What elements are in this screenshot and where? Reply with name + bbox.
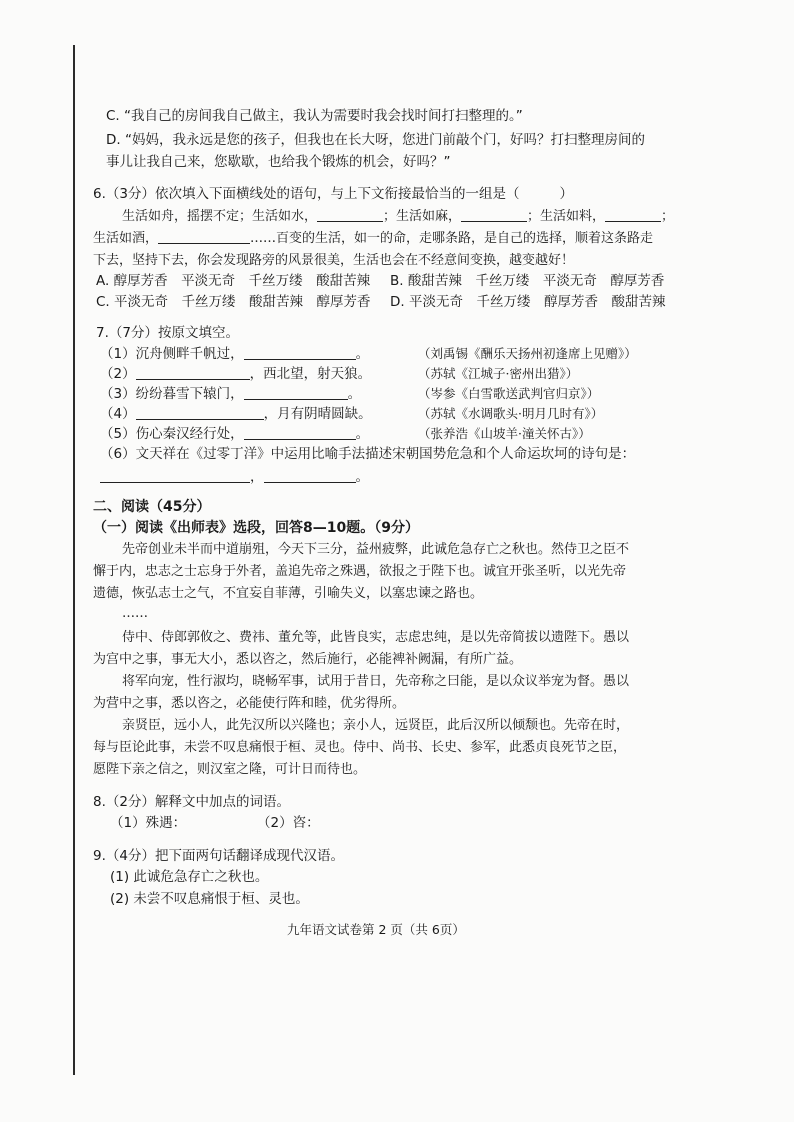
q7-item-3: （3）纷纷暮雪下辕门， 。 <box>100 386 362 402</box>
q6-blank-1 <box>317 207 383 222</box>
q7-item-4: （4） ，月有阴晴圆缺。 <box>100 406 372 422</box>
q5-option-d-line1: D. “妈妈，我永远是您的孩子，但我也在长大呀，您进门前敲个门，好吗？打扫整理房间的 <box>106 132 645 148</box>
q6-passage-line2: 生活如酒， ……百变的生活，如一的命，走哪条路，是自己的选择，顺着这条路走 <box>93 231 654 246</box>
q6-option-c: C. 平淡无奇 千丝万缕 酸甜苦辣 醇厚芳香 <box>96 294 371 310</box>
passage-line-2: 懈于内，忠志之士忘身于外者，盖追先帝之殊遇，欲报之于陛下也。诚宜开张圣听，以光先帝 <box>93 564 627 579</box>
q7-blank-5 <box>244 425 356 440</box>
q7-blank-6b <box>264 468 356 483</box>
q7-source-4: （苏轼《水调歌头·明月几时有》） <box>418 406 604 421</box>
q6-passage-line3: 下去，坚持下去，你会发现路旁的风景很美，生活也会在不经意间变换，越变越好！ <box>93 253 575 268</box>
q6-passage-line1: 生活如舟，摇摆不定；生活如水， ；生活如麻， ；生活如料， ； <box>122 209 675 224</box>
passage-line-7: 为营中之事，悉以咨之，必能使行阵和睦，优劣得所。 <box>93 696 406 711</box>
passage-line-10: 愿陛下亲之信之，则汉室之隆，可计日而待也。 <box>93 762 367 777</box>
passage-line-5: 为宫中之事，事无大小，悉以咨之，然后施行，必能裨补阙漏，有所广益。 <box>93 652 523 667</box>
passage-line-4: 侍中、侍郎郭攸之、费祎、董允等，此皆良实，志虑忠纯，是以先帝简拔以遗陛下。愚以 <box>122 630 630 645</box>
passage-line-3: 遗德，恢弘志士之气，不宜妄自菲薄，引喻失义，以塞忠谏之路也。 <box>93 586 484 601</box>
q7-item-1: （1）沉舟侧畔千帆过， 。 <box>100 346 370 362</box>
passage-line-6: 将军向宠，性行淑均，晓畅军事，试用于昔日，先帝称之曰能，是以众议举宠为督。愚以 <box>122 674 630 689</box>
passage-line-1: 先帝创业未半而中道崩殂，今天下三分，益州疲弊，此诚危急存亡之秋也。然侍卫之臣不 <box>122 542 630 557</box>
q7-blank-1 <box>244 345 356 360</box>
q8-item-1: （1）殊遇： <box>110 815 187 831</box>
q7-source-3: （岑参《白雪歌送武判官归京》） <box>418 386 600 401</box>
q8-item-2: （2）咨： <box>257 815 320 831</box>
q7-source-1: （刘禹锡《酬乐天扬州初逢席上见赠》） <box>418 346 637 361</box>
page-footer: 九年语文试卷第 2 页（共 6页） <box>287 922 465 937</box>
q6-blank-3 <box>605 207 661 222</box>
q7-item-6-answer: ， 。 <box>100 467 369 487</box>
q9-stem: 9.（4分）把下面两句话翻译成现代汉语。 <box>93 848 344 864</box>
q7-source-5: （张养浩《山坡羊·潼关怀古》） <box>418 426 591 441</box>
q5-option-c: C. “我自己的房间我自己做主，我认为需要时我会找时间打扫整理的。” <box>106 108 523 124</box>
q7-item-5: （5）伤心秦汉经行处， 。 <box>100 426 370 442</box>
section-2-subtitle: （一）阅读《出师表》选段，回答8—10题。（9分） <box>93 520 419 536</box>
q7-blank-3 <box>244 385 348 400</box>
q8-stem: 8.（2分）解释文中加点的词语。 <box>93 794 290 810</box>
q9-item-1: (1) 此诚危急存亡之秋也。 <box>110 869 269 885</box>
passage-line-8: 亲贤臣，远小人，此先汉所以兴隆也；亲小人，远贤臣，此后汉所以倾颓也。先帝在时， <box>122 718 630 733</box>
binding-margin-line <box>73 45 75 1075</box>
q9-item-2: (2) 未尝不叹息痛恨于桓、灵也。 <box>110 891 309 907</box>
q7-source-2: （苏轼《江城子·密州出猎》） <box>418 366 579 381</box>
q6-blank-2 <box>461 207 527 222</box>
q7-item-2: （2） ，西北望，射天狼。 <box>100 366 372 382</box>
q7-blank-2 <box>136 365 250 380</box>
q7-blank-4 <box>136 405 264 420</box>
q6-option-d: D. 平淡无奇 千丝万缕 醇厚芳香 酸甜苦辣 <box>390 294 666 310</box>
passage-line-9: 每与臣论此事，未尝不叹息痛恨于桓、灵也。侍中、尚书、长史、参军，此悉贞良死节之臣， <box>93 740 627 755</box>
q6-option-a: A. 醇厚芳香 平淡无奇 千丝万缕 酸甜苦辣 <box>96 273 371 289</box>
q7-stem: 7.（7分）按原文填空。 <box>96 325 239 341</box>
q5-option-d-line2: 事儿让我自己来，您歇歇，也给我个锻炼的机会，好吗？” <box>106 154 451 170</box>
passage-ellipsis: …… <box>122 606 148 621</box>
section-2-title: 二、阅读（45分） <box>93 499 211 515</box>
q7-item-6: （6）文天祥在《过零丁洋》中运用比喻手法描述宋朝国势危急和个人命运坎坷的诗句是： <box>100 446 636 462</box>
q7-blank-6a <box>100 468 250 483</box>
q6-blank-4 <box>158 229 250 244</box>
q6-option-b: B. 酸甜苦辣 千丝万缕 平淡无奇 醇厚芳香 <box>390 273 665 289</box>
q6-stem: 6.（3分）依次填入下面横线处的语句，与上下文衔接最恰当的一组是（ ） <box>93 186 573 202</box>
